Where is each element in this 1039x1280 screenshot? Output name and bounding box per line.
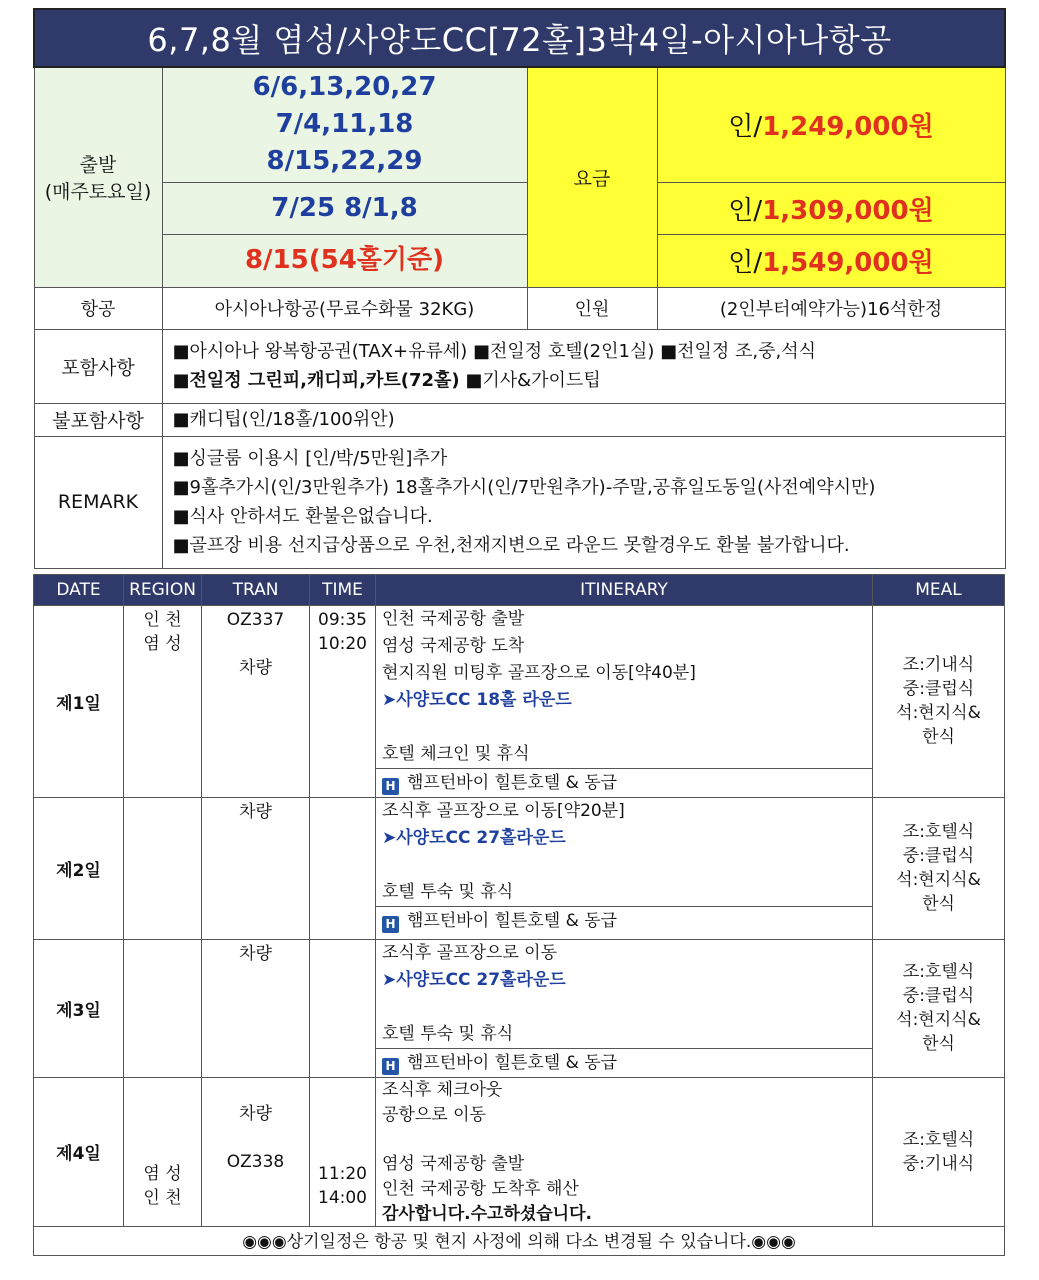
itinerary-cell — [376, 1077, 873, 1226]
departure-label-sub: (매주토요일) — [44, 181, 152, 204]
meal-text: 석:현지식& — [896, 870, 981, 890]
price-b — [657, 182, 1005, 234]
itinerary-cell — [376, 939, 873, 1077]
itinerary-line: 호텔 투숙 및 휴식 — [382, 881, 514, 902]
footer-notice: ◉◉◉상기일정은 항공 및 현지 사정에 의해 다소 변경될 수 있습니다.◉◉◉ — [34, 1226, 1005, 1255]
remark-line: ■싱글룸 이용시 [인/박/5만원]추가 — [172, 448, 448, 469]
tran-cell: 차량 — [202, 939, 310, 1077]
time-text: 11:20 — [318, 1163, 367, 1184]
header-itinerary: ITINERARY — [376, 574, 873, 605]
itinerary-row — [34, 1077, 1005, 1226]
tran-cell — [202, 605, 310, 797]
time-text: 09:35 — [318, 609, 367, 630]
hotel-line — [376, 1048, 872, 1077]
included-label: 포함사항 — [34, 329, 162, 403]
tran-text: 차량 — [239, 657, 272, 678]
hotel-icon: H — [382, 916, 399, 933]
day-label: 제4일 — [34, 1077, 124, 1226]
included-list — [162, 329, 1005, 403]
date-line: 8/15,22,29 — [266, 146, 423, 177]
header-date: DATE — [34, 574, 124, 605]
itinerary-table — [33, 574, 1005, 1256]
itinerary-cell — [376, 605, 873, 797]
itinerary-line: 인천 국제공항 출발 — [382, 608, 525, 629]
meal-text: 조:호텔식 — [902, 822, 975, 842]
included-line: ■아시아나 왕복항공권(TAX+유류세) ■전일정 호텔(2인1실) ■전일정 조,중,석식 — [172, 341, 816, 362]
departure-label-text: 출발 — [79, 154, 117, 177]
remark-label: REMARK — [34, 436, 162, 568]
region-cell — [124, 939, 202, 1077]
excluded-value: ■캐디팁(인/18홀/100위안) — [162, 403, 1005, 436]
meal-cell — [873, 797, 1005, 939]
golf-round-highlight: ➤사양도CC 27홀라운드 — [382, 969, 566, 990]
golf-round-highlight: ➤사양도CC 18홀 라운드 — [382, 689, 572, 710]
date-line: 7/4,11,18 — [275, 109, 414, 140]
time-cell — [310, 1077, 376, 1226]
itinerary-cell — [376, 797, 873, 939]
itinerary-row — [34, 797, 1005, 939]
closing-message: 감사합니다.수고하셨습니다. — [382, 1203, 592, 1224]
itinerary-line: 염성 국제공항 출발 — [382, 1153, 525, 1174]
region-text: 염 성 — [143, 633, 182, 654]
pax-label: 인원 — [527, 287, 657, 329]
meal-text: 중:클럽식 — [902, 846, 975, 866]
region-cell — [124, 797, 202, 939]
page-title: 6,7,8월 염성/사양도CC[72홀]3박4일-아시아나항공 — [34, 9, 1005, 67]
hotel-line — [376, 906, 872, 935]
price-prefix: 인/ — [728, 112, 763, 143]
meal-text: 중:클럽식 — [902, 679, 975, 699]
hotel-name: 햄프턴바이 힐튼호텔 & 동급 — [407, 910, 618, 931]
meal-text: 조:기내식 — [902, 655, 975, 675]
summary-table — [33, 8, 1006, 569]
meal-text: 한식 — [922, 727, 955, 747]
day-label: 제2일 — [34, 797, 124, 939]
remark-line: ■식사 안하셔도 환불은없습니다. — [172, 506, 433, 527]
price-prefix: 인/ — [728, 195, 763, 226]
itinerary-line: 염성 국제공항 도착 — [382, 635, 525, 656]
itinerary-line: 조식후 골프장으로 이동 — [382, 942, 558, 963]
tour-document — [33, 8, 1004, 1256]
time-text: 14:00 — [318, 1187, 367, 1208]
price-c — [657, 234, 1005, 287]
itinerary-line: 호텔 체크인 및 휴식 — [382, 743, 530, 764]
hotel-line — [376, 768, 872, 797]
price-value: 1,309,000원 — [762, 195, 934, 226]
header-time: TIME — [310, 574, 376, 605]
airline-label: 항공 — [34, 287, 162, 329]
date-line: 6/6,13,20,27 — [252, 72, 437, 103]
excluded-label: 불포함사항 — [34, 403, 162, 436]
hotel-icon: H — [382, 1058, 399, 1075]
time-cell — [310, 939, 376, 1077]
price-a — [657, 67, 1005, 182]
region-text: 인 천 — [143, 1187, 182, 1208]
itinerary-line: 공항으로 이동 — [382, 1104, 486, 1125]
meal-text: 조:호텔식 — [902, 1129, 975, 1150]
tran-text: OZ338 — [226, 1151, 285, 1172]
meal-text: 석:현지식& — [896, 703, 981, 723]
departure-dates-a — [162, 67, 527, 182]
tran-text: OZ337 — [226, 609, 285, 630]
itinerary-line: 조식후 체크아웃 — [382, 1079, 503, 1100]
pax-value: (2인부터예약가능)16석한정 — [657, 287, 1005, 329]
tran-text: 차량 — [239, 1103, 272, 1124]
itinerary-line: 인천 국제공항 도착후 해산 — [382, 1178, 579, 1199]
meal-text: 중:기내식 — [902, 1153, 975, 1174]
meal-text: 한식 — [922, 1034, 955, 1054]
price-value: 1,249,000원 — [762, 112, 934, 143]
price-prefix: 인/ — [728, 248, 763, 278]
included-rest: ■기사&가이드팁 — [459, 370, 601, 391]
airline-value: 아시아나항공(무료수화물 32KG) — [162, 287, 527, 329]
meal-cell — [873, 1077, 1005, 1226]
time-text: 10:20 — [318, 633, 367, 654]
meal-cell — [873, 939, 1005, 1077]
region-cell — [124, 605, 202, 797]
meal-text: 석:현지식& — [896, 1010, 981, 1030]
itinerary-line: 호텔 투숙 및 휴식 — [382, 1023, 514, 1044]
departure-dates-b: 7/25 8/1,8 — [162, 182, 527, 234]
meal-text: 한식 — [922, 894, 955, 914]
remark-line: ■골프장 비용 선지급상품으로 우천,천재지변으로 라운드 못할경우도 환불 불가합니다. — [172, 535, 850, 556]
day-label: 제1일 — [34, 605, 124, 797]
itinerary-line: 조식후 골프장으로 이동[약20분] — [382, 800, 625, 821]
meal-cell — [873, 605, 1005, 797]
departure-label — [34, 67, 162, 287]
tran-cell — [202, 1077, 310, 1226]
hotel-name: 햄프턴바이 힐튼호텔 & 동급 — [407, 1052, 618, 1073]
region-text: 인 천 — [143, 609, 182, 630]
included-bold: ■전일정 그린피,캐디피,카트(72홀) — [172, 370, 460, 391]
golf-round-highlight: ➤사양도CC 27홀라운드 — [382, 827, 566, 848]
header-region: REGION — [124, 574, 202, 605]
tran-cell: 차량 — [202, 797, 310, 939]
hotel-name: 햄프턴바이 힐튼호텔 & 동급 — [407, 772, 618, 793]
remark-list — [162, 436, 1005, 568]
time-cell — [310, 797, 376, 939]
remark-line: ■9홀추가시(인/3만원추가) 18홀추가시(인/7만원추가)-주말,공휴일도동일(사전예약시만) — [172, 477, 876, 498]
included-line — [173, 366, 995, 395]
day-label: 제3일 — [34, 939, 124, 1077]
header-tran: TRAN — [202, 574, 310, 605]
region-cell — [124, 1077, 202, 1226]
time-cell — [310, 605, 376, 797]
region-text: 염 성 — [143, 1163, 182, 1184]
meal-text: 중:클럽식 — [902, 986, 975, 1006]
itinerary-line: 현지직원 미팅후 골프장으로 이동[약40분] — [382, 662, 696, 683]
itinerary-row — [34, 939, 1005, 1077]
meal-text: 조:호텔식 — [902, 962, 975, 982]
itinerary-row — [34, 605, 1005, 797]
header-meal: MEAL — [873, 574, 1005, 605]
hotel-icon: H — [382, 778, 399, 795]
price-value: 1,549,000원 — [762, 248, 934, 278]
departure-dates-c: 8/15(54홀기준) — [162, 234, 527, 287]
fee-label: 요금 — [527, 67, 657, 287]
